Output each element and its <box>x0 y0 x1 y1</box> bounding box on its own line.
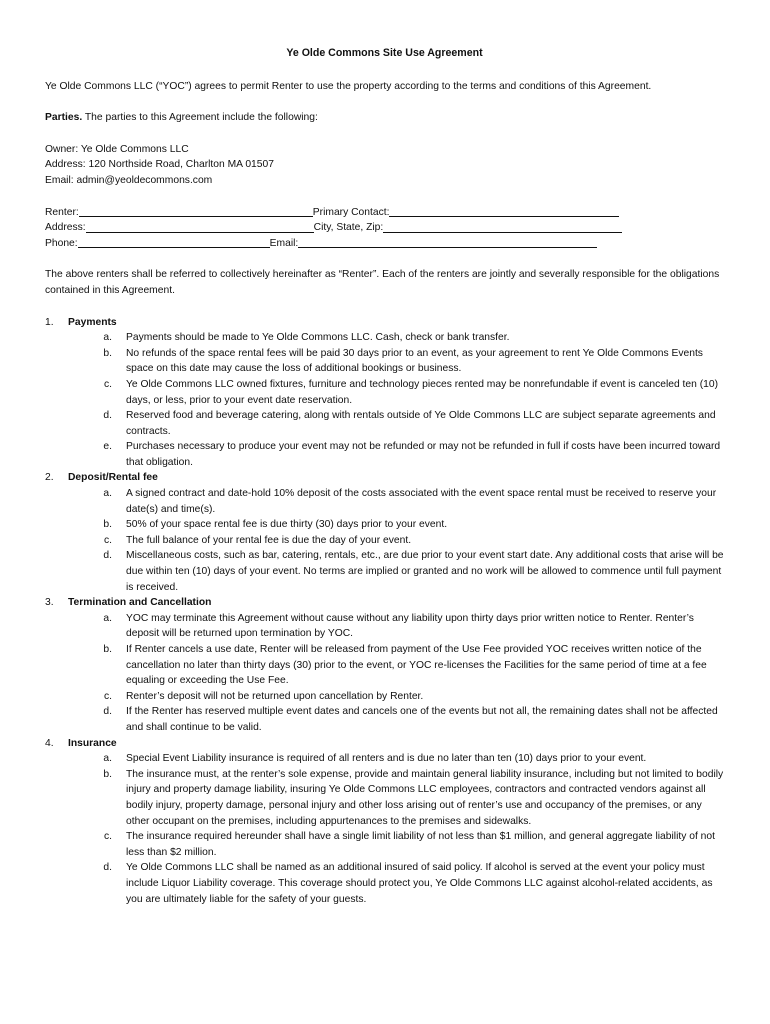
section-heading <box>45 470 724 486</box>
list-item <box>92 829 724 860</box>
owner-address: Address: 120 Northside Road, Charlton MA 01507 <box>45 159 274 171</box>
list-item <box>92 548 724 595</box>
section-items <box>92 486 724 595</box>
email-label: Email: <box>269 237 299 249</box>
item-letter: c. <box>103 690 112 702</box>
item-letter: b. <box>103 347 112 359</box>
section-number: 2. <box>45 472 54 484</box>
section-number: 3. <box>45 597 54 609</box>
sections-list <box>45 315 724 908</box>
item-letter: c. <box>103 831 112 843</box>
item-letter: a. <box>103 332 112 344</box>
list-item <box>92 767 724 829</box>
item-text: Ye Olde Commons LLC shall be named as an additional insured of said policy. If alcohol is served at the event your policy must include Liquor Liability coverage. This coverage should protect you, Ye Olde Commons LLC against alcohol-related accidents, as you are ultimately liable for the safety of your guests. <box>126 862 713 905</box>
item-letter: d. <box>103 410 112 422</box>
list-item <box>92 408 724 439</box>
section-number: 4. <box>45 737 54 749</box>
parties-text: The parties to this Agreement include the following: <box>82 112 318 124</box>
section-heading <box>45 736 724 752</box>
section-items <box>92 611 724 736</box>
item-letter: c. <box>103 378 112 390</box>
address-field-line[interactable] <box>86 221 314 233</box>
item-text: If Renter cancels a use date, Renter will be released from payment of the Use Fee provided YOC receives written notice of the cancellation no later than thirty days (30) prior to the event, or YOC re-licenses the Facilities for the same period of time at a fee equaling or exceeding the Use Fee. <box>126 644 707 687</box>
item-letter: e. <box>103 441 112 453</box>
parties-paragraph <box>45 110 724 126</box>
list-item <box>92 751 724 767</box>
owner-email: Email: admin@yeoldecommons.com <box>45 174 213 186</box>
list-item <box>92 704 724 735</box>
item-text: Miscellaneous costs, such as bar, catering, rentals, etc., are due prior to your event start date. Any additional costs that arise will be due within ten (10) days of your event. No terms are implied or granted and no work will be allowed to commence until full payment is received. <box>126 550 724 593</box>
item-letter: a. <box>103 488 112 500</box>
item-text: A signed contract and date-hold 10% deposit of the costs associated with the event space rental must be received to reserve your date(s) and time(s). <box>126 488 717 515</box>
section-items <box>92 330 724 470</box>
item-text: No refunds of the space rental fees will be paid 30 days prior to an event, as your agreement to rent Ye Olde Commons Events space on this date may cause the loss of additional bookings or business. <box>126 347 703 375</box>
section-heading <box>45 595 724 611</box>
item-text: The insurance required hereunder shall have a single limit liability of not less than $1 million, and general aggregate liability of not less than $2 million. <box>126 831 715 858</box>
list-item <box>92 533 724 549</box>
section-title: Termination and Cancellation <box>68 597 212 609</box>
list-item <box>92 689 724 705</box>
renters-note-paragraph: The above renters shall be referred to collectively hereinafter as “Renter”. Each of the renters are jointly and severally responsible for the obligations contained in this Agreement. <box>45 269 720 296</box>
email-field-line[interactable] <box>298 236 597 248</box>
item-letter: c. <box>103 534 112 546</box>
primary-contact-label: Primary Contact: <box>312 206 390 218</box>
item-text: The full balance of your rental fee is due the day of your event. <box>126 534 412 546</box>
primary-contact-field-line[interactable] <box>389 205 619 217</box>
item-letter: a. <box>103 753 112 765</box>
list-item <box>92 860 724 907</box>
document-title: Ye Olde Commons Site Use Agreement <box>286 47 483 59</box>
item-letter: d. <box>103 862 112 874</box>
intro-paragraph: Ye Olde Commons LLC (“YOC”) agrees to permit Renter to use the property according to the terms and conditions of this Agreement. <box>45 80 652 92</box>
renter-field-line[interactable] <box>79 205 313 217</box>
list-item <box>92 486 724 517</box>
list-item <box>92 346 724 377</box>
item-text: Payments should be made to Ye Olde Commons LLC. Cash, check or bank transfer. <box>126 332 510 344</box>
item-text: Ye Olde Commons LLC owned fixtures, furniture and technology pieces rented may be nonrefundable if event is canceled ten (10) days, or less, prior to your event date reservation. <box>126 378 719 406</box>
phone-field-line[interactable] <box>78 236 270 248</box>
item-letter: b. <box>103 519 112 531</box>
item-text: Purchases necessary to produce your event may not be refunded or may not be refunded in full if costs have been incurred toward that obligation. <box>126 441 721 468</box>
section-title: Insurance <box>68 737 117 749</box>
renter-label: Renter: <box>45 206 79 218</box>
item-letter: d. <box>103 550 112 562</box>
item-letter: d. <box>103 706 112 718</box>
item-text: If the Renter has reserved multiple event dates and cancels one of the events but not all, the remaining dates shall not be affected and shall continue to be valid. <box>126 706 718 733</box>
section-number: 1. <box>45 316 54 328</box>
parties-label: Parties. <box>45 112 83 124</box>
list-item <box>92 439 724 470</box>
list-item <box>92 642 724 689</box>
renter-fields <box>45 205 724 252</box>
section-title: Payments <box>68 316 117 328</box>
item-letter: b. <box>103 768 112 780</box>
section-items <box>92 751 724 907</box>
owner-block <box>45 142 724 189</box>
list-item <box>92 330 724 346</box>
item-letter: a. <box>103 612 112 624</box>
owner-name: Owner: Ye Olde Commons LLC <box>45 143 189 155</box>
phone-label: Phone: <box>45 237 78 249</box>
section-heading <box>45 315 724 331</box>
item-text: Renter’s deposit will not be returned upon cancellation by Renter. <box>126 690 424 702</box>
item-text: Reserved food and beverage catering, along with rentals outside of Ye Olde Commons LLC are subject separate agreements and contracts. <box>126 410 716 437</box>
list-item <box>92 611 724 642</box>
address-label: Address: <box>45 222 86 234</box>
item-text: The insurance must, at the renter’s sole expense, provide and maintain general liability insurance, including but not limited to bodily injury and property damage liability, insuring Ye Olde Commons LLC employees, contractors and contracted vendors against all bodily injury, property damage, personal injury and other loss arising out of renter’s use and occupancy of the premises, or any other occupant on the premises, including appurtenances to the premises and sidewalks. <box>126 768 724 827</box>
section-title: Deposit/Rental fee <box>68 472 158 484</box>
list-item <box>92 517 724 533</box>
item-text: Special Event Liability insurance is required of all renters and is due no later than ten (10) days prior to your event. <box>126 753 647 765</box>
city-state-zip-label: City, State, Zip: <box>313 222 384 234</box>
item-text: YOC may terminate this Agreement without cause without any liability upon thirty days prior written notice to Renter. Renter’s deposit will be returned upon termination by YOC. <box>126 612 694 640</box>
item-text: 50% of your space rental fee is due thirty (30) days prior to your event. <box>126 519 448 531</box>
list-item <box>92 377 724 408</box>
item-letter: b. <box>103 644 112 655</box>
city-state-zip-field-line[interactable] <box>383 221 622 233</box>
